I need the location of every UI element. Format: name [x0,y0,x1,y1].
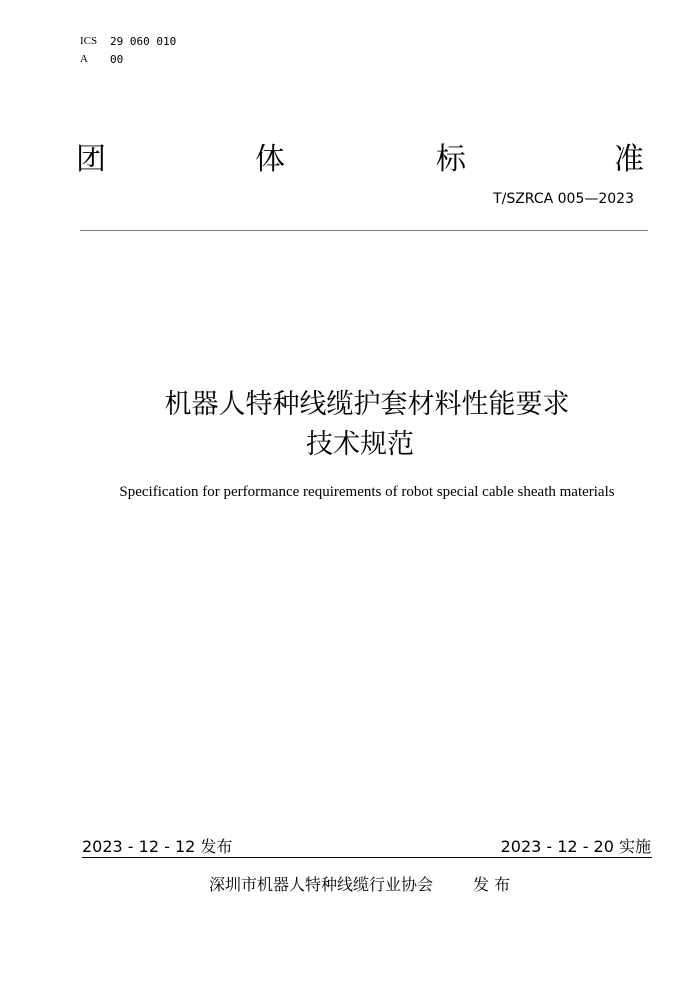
standard-type-char: 体 [255,142,285,177]
classification-label: A [80,53,88,65]
ics-code: 29 060 010 [110,35,177,48]
implementation-date: 2023 - 12 - 20 实施 [500,837,651,856]
title-english: Specification for performance requirements of robot special cable sheath materials [119,484,615,500]
issue-date: 2023 - 12 - 12 发布 [82,837,233,856]
standard-number: T/SZRCA 005—2023 [493,191,634,207]
header-divider [80,230,648,231]
footer-divider [82,857,652,858]
classification-code: 00 [110,53,124,66]
title-chinese-line2: 技术规范 [306,429,414,460]
publish-label: 发 布 [473,875,511,894]
publisher: 深圳市机器人特种线缆行业协会 [209,875,434,894]
title-chinese-line1: 机器人特种线缆护套材料性能要求 [164,389,570,420]
standard-type-char: 标 [436,142,466,177]
ics-label: ICS [80,35,98,47]
standard-type-char: 准 [614,142,644,177]
standard-type-char: 团 [76,142,106,177]
